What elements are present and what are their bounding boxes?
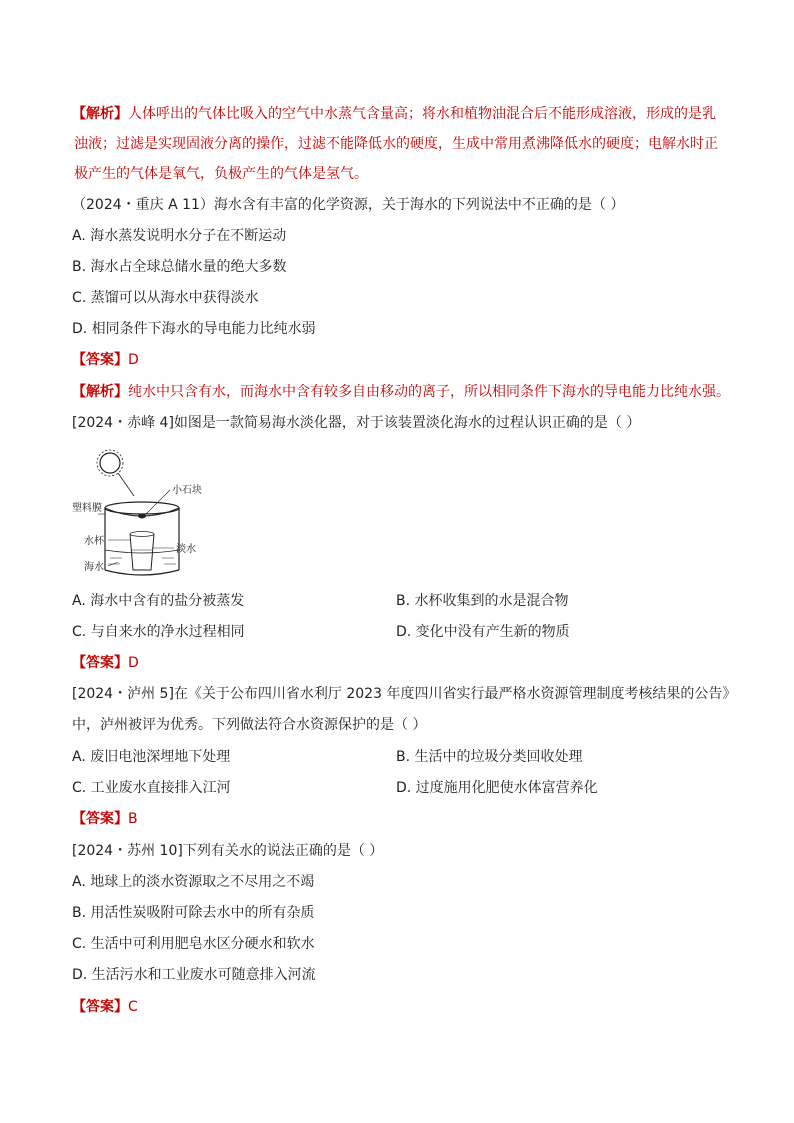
q3-answer-value: B	[128, 811, 138, 827]
q4-answer-value: C	[128, 999, 138, 1015]
label-cup: 水杯	[84, 536, 104, 547]
cup-shape	[130, 532, 154, 571]
q2-answer-value: D	[128, 655, 139, 671]
q1-analysis: 【解析】纯水中只含有水，而海水中含有较多自由移动的离子，所以相同条件下海水的导电能力比纯水强。	[72, 384, 730, 400]
q4-stem: [2024・苏州 10]下列有关水的说法正确的是（ ）	[72, 843, 384, 859]
sun-icon	[97, 450, 123, 476]
label-sea-water: 海水	[84, 562, 104, 573]
intro-analysis-line-1: 【解析】人体呼出的气体比吸入的空气中水蒸气含量高；将水和植物油混合后不能形成溶液，形成的是乳	[72, 106, 716, 122]
answer-tag: 【答案】	[72, 999, 128, 1015]
q2-stem: [2024・赤峰 4]如图是一款简易海水淡化器，对于该装置淡化海水的过程认识正确的是（ ）	[72, 415, 641, 431]
q2-option-b: B. 水杯收集到的水是混合物	[396, 593, 569, 609]
q4-answer	[72, 997, 138, 1017]
answer-tag: 【答案】	[72, 811, 128, 827]
q1-option-b: B. 海水占全球总储水量的绝大多数	[72, 259, 287, 275]
q1-option-c: C. 蒸馏可以从海水中获得淡水	[72, 290, 259, 306]
label-stone: 小石块	[172, 485, 202, 496]
q1-answer-value: D	[128, 352, 139, 368]
q3-option-d: D. 过度施用化肥使水体富营养化	[396, 780, 598, 796]
q2-option-d: D. 变化中没有产生新的物质	[396, 624, 570, 640]
label-film: 塑料膜	[72, 503, 102, 514]
q1-stem: （2024・重庆 A 11）海水含有丰富的化学资源，关于海水的下列说法中不正确的是（ ）	[72, 197, 625, 213]
answer-tag: 【答案】	[72, 352, 128, 368]
q1-option-d: D. 相同条件下海水的导电能力比纯水弱	[72, 321, 316, 337]
intro-analysis-line-2: 浊液；过滤是实现固液分离的操作，过滤不能降低水的硬度，生成中常用煮沸降低水的硬度；电解水时正	[74, 136, 718, 152]
analysis-tag: 【解析】	[72, 384, 128, 400]
intro-analysis-line-3: 极产生的气体是氧气，负极产生的气体是氢气。	[74, 166, 368, 182]
q4-option-d: D. 生活污水和工业废水可随意排入河流	[72, 967, 316, 983]
q3-option-c: C. 工业废水直接排入江河	[72, 780, 231, 796]
q2-option-a: A. 海水中含有的盐分被蒸发	[72, 593, 245, 609]
q2-option-c: C. 与自来水的净水过程相同	[72, 624, 245, 640]
q1-answer	[72, 350, 139, 370]
q3-stem-line-1: [2024・泸州 5]在《关于公布四川省水利厅 2023 年度四川省实行最严格水资源管理制度考核结果的公告》	[72, 686, 737, 702]
q2-answer	[72, 653, 139, 673]
q4-option-c: C. 生活中可利用肥皂水区分硬水和软水	[72, 936, 315, 952]
analysis-tag: 【解析】	[72, 106, 128, 122]
desalinator-figure	[72, 446, 224, 582]
q3-answer	[72, 809, 138, 829]
q1-option-a: A. 海水蒸发说明水分子在不断运动	[72, 228, 287, 244]
sun-ray	[118, 473, 134, 496]
sea-water-line	[105, 550, 179, 553]
stone-shape	[138, 514, 146, 519]
sea-water-hatch	[108, 558, 176, 564]
label-fresh-water: 淡水	[176, 544, 196, 555]
answer-tag: 【答案】	[72, 655, 128, 671]
q4-option-b: B. 用活性炭吸附可除去水中的所有杂质	[72, 905, 315, 921]
q3-stem-line-2: 中，泸州被评为优秀。下列做法符合水资源保护的是（ ）	[72, 717, 427, 733]
q3-option-b: B. 生活中的垃圾分类回收处理	[396, 749, 583, 765]
q3-option-a: A. 废旧电池深埋地下处理	[72, 749, 231, 765]
q4-option-a: A. 地球上的淡水资源取之不尽用之不竭	[72, 874, 315, 890]
